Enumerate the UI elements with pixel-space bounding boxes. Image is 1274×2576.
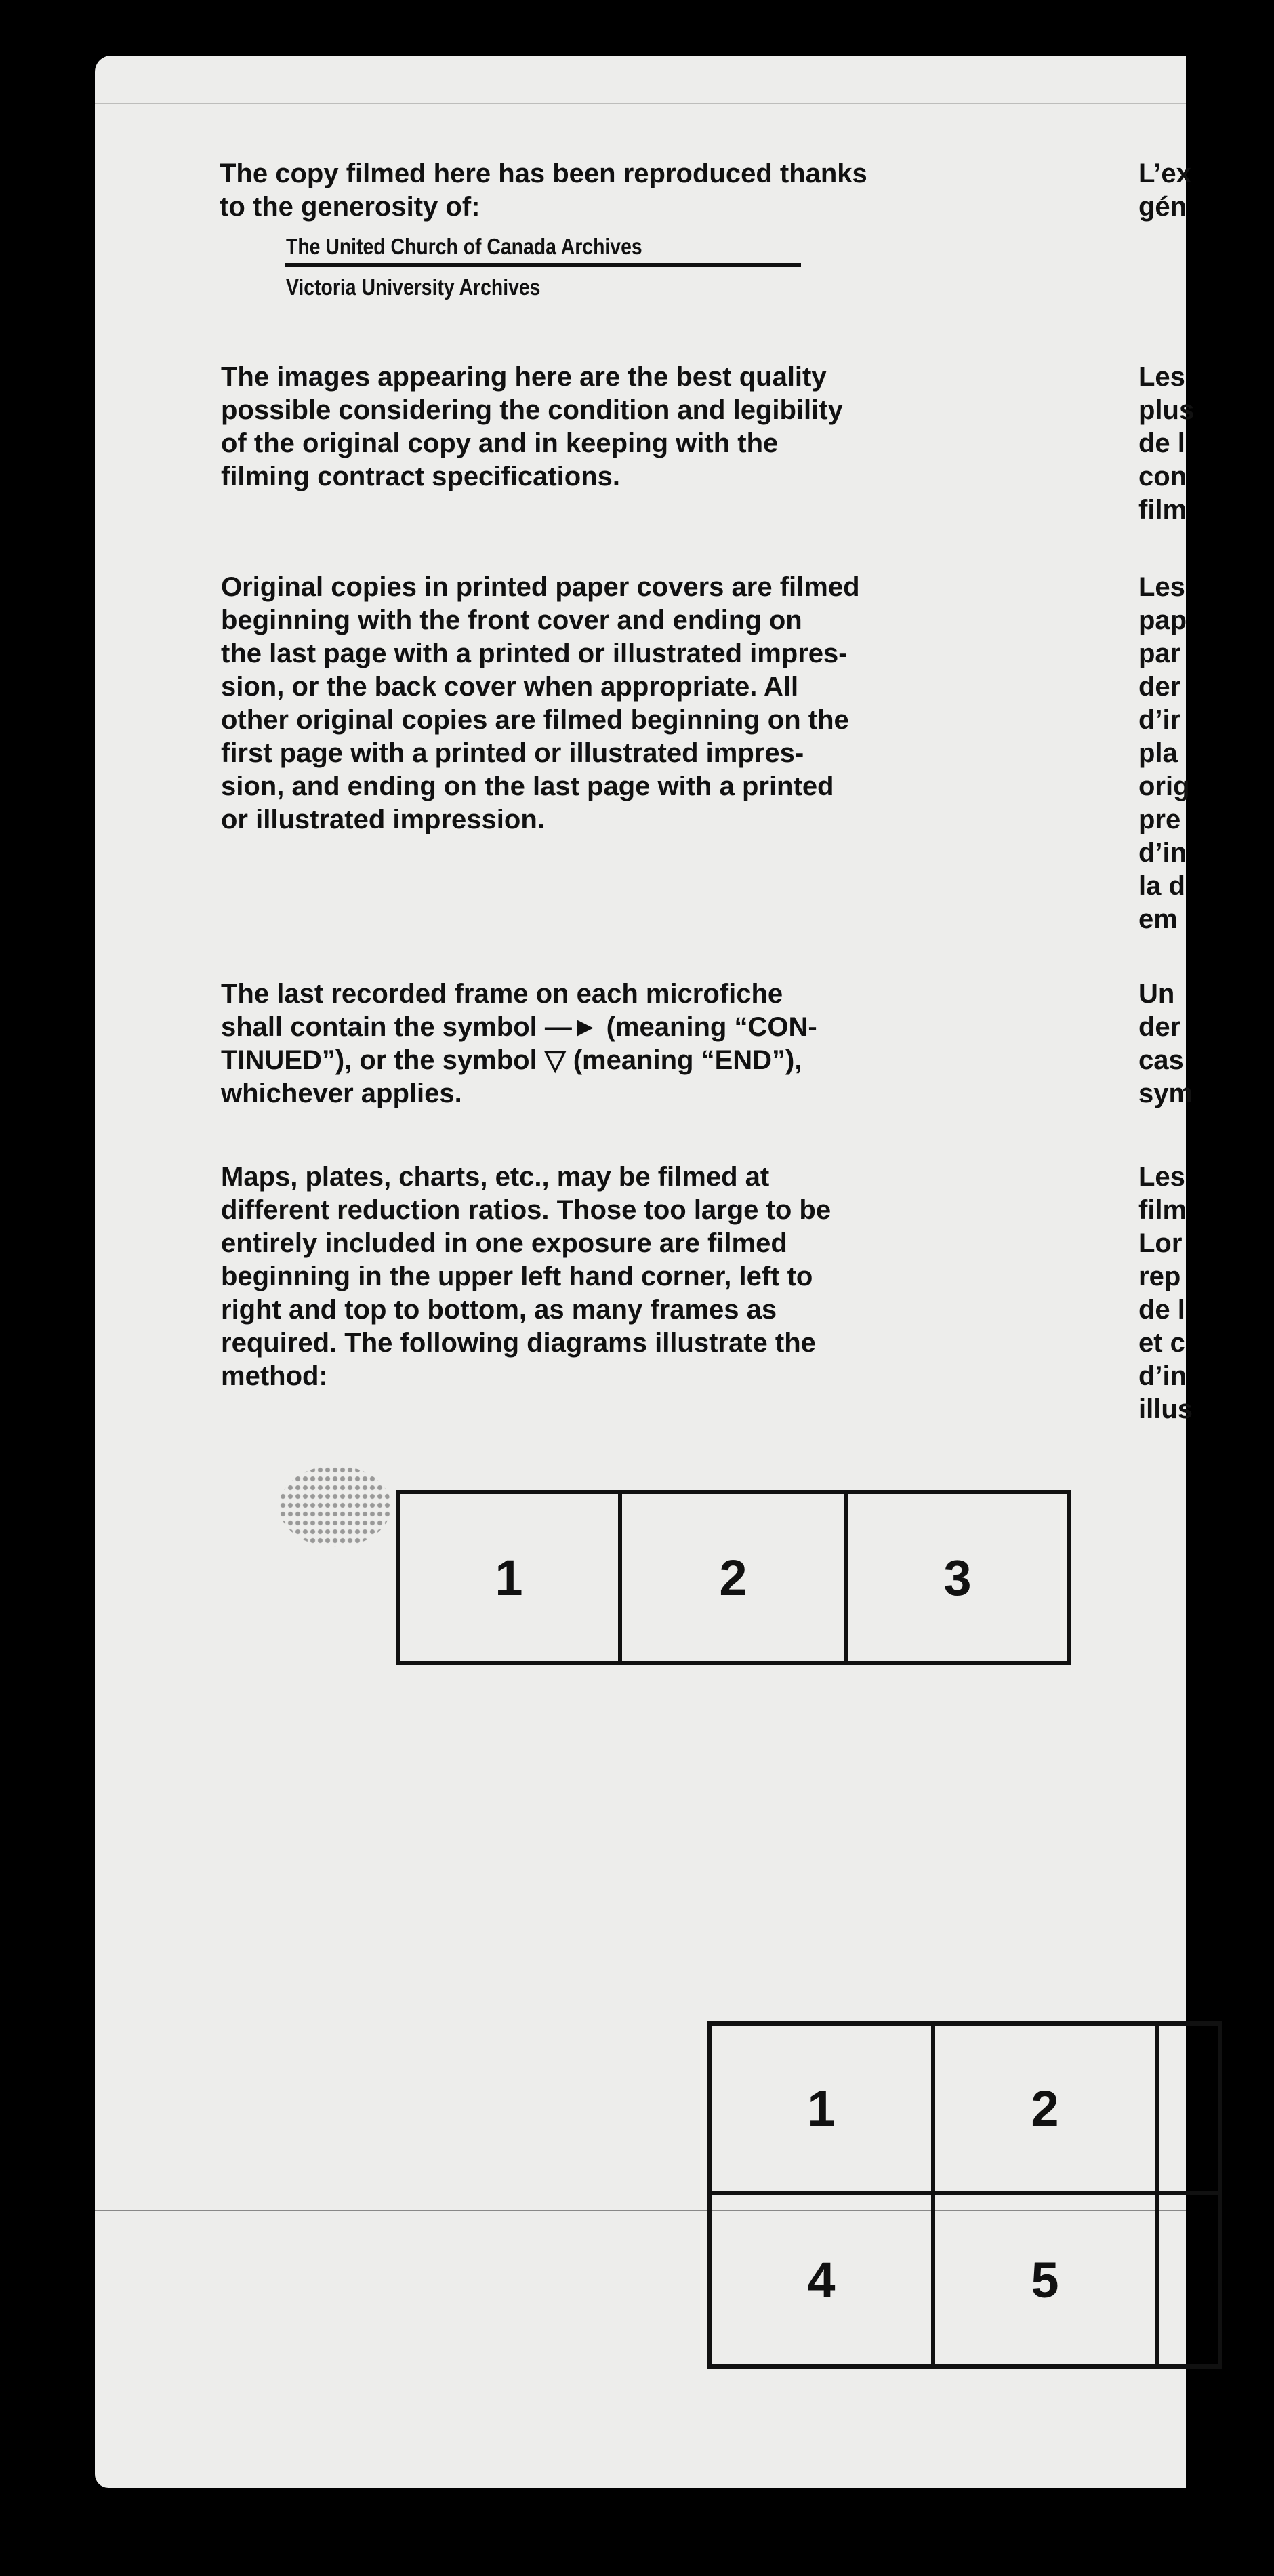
french-paragraph-3: Un der cas sym — [1138, 979, 1193, 1108]
frame-grid-diagram — [707, 2021, 1222, 2369]
intro-text: The copy filmed here has been reproduced thanks to the generosity of: — [220, 159, 867, 222]
grid-frame-4: 4 — [712, 2195, 935, 2364]
symbol-paragraph: The last recorded frame on each microfiche shall contain the symbol —► (meaning “CON- TINUED”), or the symbol ▽ (meaning “END”), whichever applies. — [221, 979, 817, 1108]
grid-frame-6 — [1159, 2195, 1218, 2364]
french-intro-text: L’ex gén — [1138, 159, 1191, 222]
strip-frame-2: 2 — [622, 1494, 848, 1661]
credit-divider — [285, 263, 801, 267]
strip-frame-1: 1 — [400, 1494, 622, 1661]
frame-strip-diagram — [396, 1490, 1071, 1665]
credit-line-united-church: The United Church of Canada Archives — [286, 234, 642, 259]
maps-paragraph: Maps, plates, charts, etc., may be filmed at different reduction ratios. Those too large to be entirely included in one exposure are filmed beginning in the upper left hand corner, left to right and top to bottom, as many frames as required. The following diagrams illustrate the method: — [221, 1162, 831, 1391]
french-paragraph-1: Les plus de l con film — [1138, 362, 1195, 525]
grid-frame-2: 2 — [935, 2026, 1159, 2195]
grid-frame-3 — [1159, 2026, 1218, 2195]
ink-blot — [279, 1466, 391, 1547]
credit-line-victoria: Victoria University Archives — [286, 275, 541, 300]
strip-frame-3: 3 — [943, 1549, 972, 1606]
french-paragraph-4: Les film Lor rep de l et c d’in illus — [1138, 1162, 1193, 1424]
microfiche-target-page — [95, 56, 1195, 2488]
quality-paragraph: The images appearing here are the best quality possible considering the condition and legibility of the original copy and in keeping with the filming contract specifications. — [221, 362, 843, 491]
scan-line-top — [95, 103, 1186, 104]
original-copies-paragraph: Original copies in printed paper covers are filmed beginning with the front cover and ending on the last page with a printed or illustrated impres- sion, or the back cover when appropriate. All other original copies are filmed beginning on the first page with a printed or illustrated impres- sion, and ending on the last page with a printed or illustrated impression. — [221, 572, 860, 834]
french-paragraph-2: Les pap par der d’ir pla orig pre d’in la d em — [1138, 572, 1190, 934]
grid-frame-5: 5 — [935, 2195, 1159, 2364]
grid-frame-1: 1 — [712, 2026, 935, 2195]
